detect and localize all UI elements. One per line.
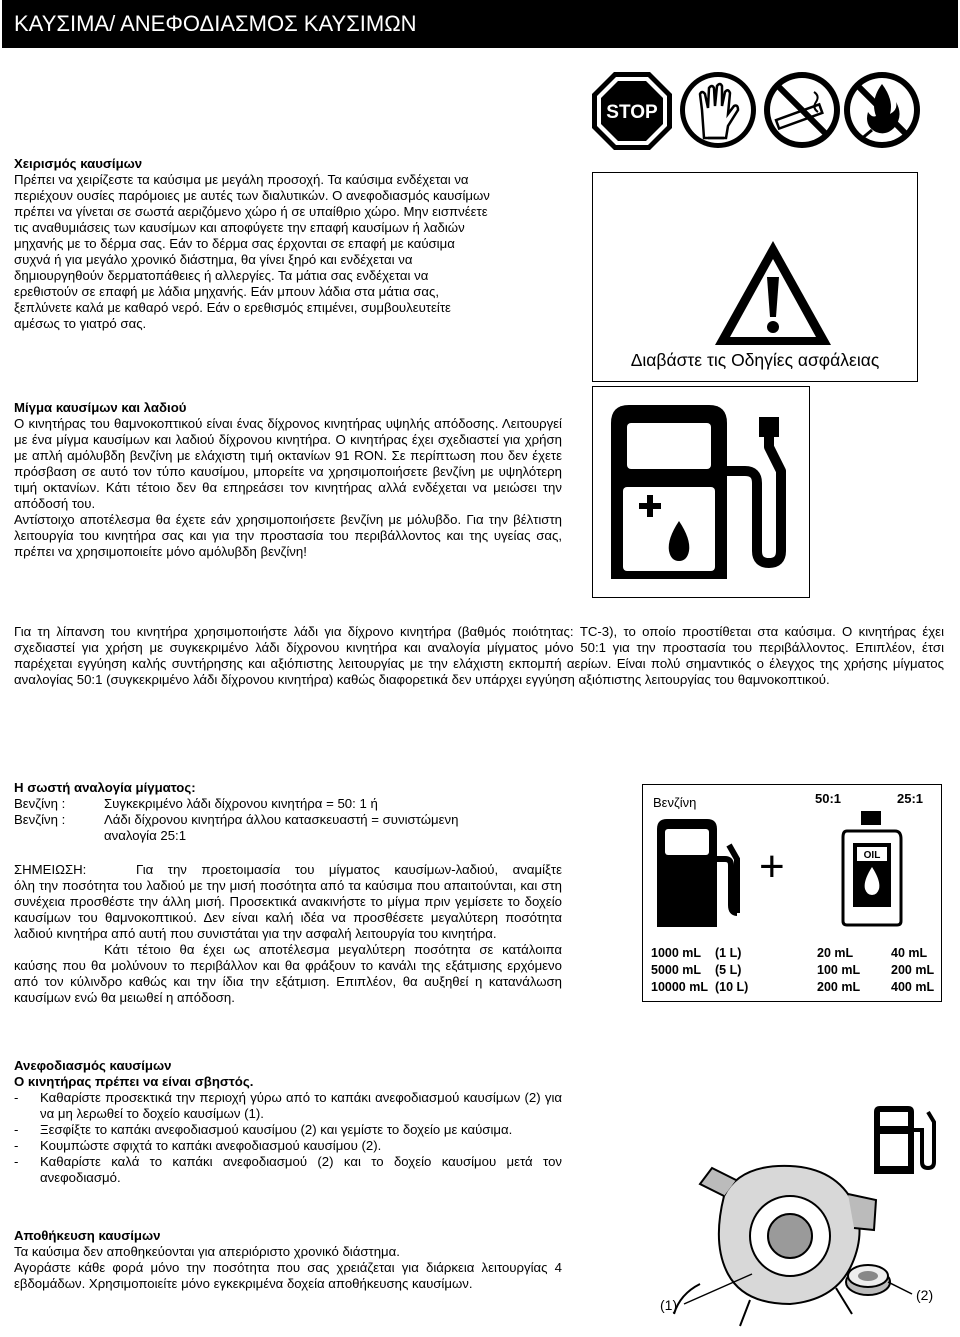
mixture-paragraph-1: Ο κινητήρας του θαμνοκοπτικού είναι ένας δίχρονος κινητήρας υψηλής απόδοσης. Λειτουργεί με ένα μίγμα καυσίμων και λαδιού δίχρονου κινητήρα. Ο κινητήρας έχει σχεδιαστεί για χρήση με απλή αμόλυβδη βενζίνη με ελάχιστη τιμή οκτανίων 91 RON. Σε περίπτωση που δεν έχετε πρόσβαση σε αυτό τον τύπο καυσίμου, μπορείτε να χρησιμοποιήσετε βενζίνη με υψηλότερη τιμή οκτανίων. Κάτι τέτοιο δεν θα επηρεάσει τον κινητήρας αλλά ενδέχεται να μειώσει την απόδοσή του.: [14, 416, 562, 511]
refuel-item-text: Κουμπώστε σφιχτά το καπάκι ανεφοδιασμού καυσίμου (2).: [40, 1138, 382, 1153]
mix-cell-a: 100 mL: [817, 963, 861, 977]
lubrication-paragraph: Για τη λίπανση του κινητήρα χρησιμοποιήστε λάδι για δίχρονο κινητήρα (βαθμός ποιότητας: TC-3), το οποίο προστίθεται στα καύσιμα. Ο κινητήρας έχει σχεδιαστεί για χρήση με συγκεκριμένο λάδι δίχρονου κινητήρα και αναλογία μίγματος μόνο 50:1 για την προστασία του περιβάλλοντος. Επιπλέον, έτσι παρέχεται εγγύηση καλής συντήρησης και αξιόπιστης λειτουργίας με την ελάχιστη εκπομπή αερίων. Είναι πολύ σημαντικός ο έλεγχος της χρήσης μίγματος αναλογίας 50:1 (συγκεκριμένο λάδι δίχρονου κινητήρα) καθώς διαφορετικά δεν υπάρχει εγγύηση αξιόπιστης λειτουργίας του θαμνοκοπτικού.: [14, 624, 944, 687]
mixture-title: Μίγμα καυσίμων και λαδιού: [14, 400, 187, 415]
safety-icons: [592, 68, 922, 152]
list-bullet: -: [14, 1122, 19, 1137]
handling-line: δημιουργηθούν δερματοπάθειες ή αλλεργίες. Τα μάτια σας ενδέχεται να: [14, 268, 429, 283]
handling-line: Πρέπει να χειρίζεστε τα καύσιμα με μεγάλη προσοχή. Τα καύσιμα ενδέχεται να: [14, 172, 469, 187]
list-bullet: -: [14, 1138, 19, 1153]
stop-sign-label: STOP: [606, 102, 658, 123]
engine-icon: [674, 1166, 876, 1326]
mix-col2-header: 25:1: [897, 791, 924, 806]
refuel-pump-icon: [874, 1106, 934, 1174]
list-bullet: -: [14, 1090, 19, 1105]
handling-line: ερεθιστούν σε επαφή με λάδια μηχανής. Εάν μπουν λάδια στα μάτια σας,: [14, 284, 440, 299]
page-header: [2, 0, 958, 48]
ratio-title: Η σωστή αναλογία μίγματος:: [14, 780, 196, 795]
mix-table-row: [651, 979, 935, 996]
mix-cell-fuel: 1000 mL: [651, 946, 702, 960]
mix-cell-fuel: 10000 mL: [651, 980, 708, 994]
mix-fuel-label: Βενζίνη: [653, 795, 697, 810]
mix-cell-litres: (5 L): [715, 963, 742, 977]
fuel-pump-icon: [605, 401, 801, 585]
mix-cell-a: 200 mL: [817, 980, 861, 994]
gloves-icon: [680, 72, 756, 148]
oil-bottle-label: OIL: [863, 850, 881, 861]
ratio-row2-label: Βενζίνη :: [14, 812, 66, 827]
mix-cell-b: 200 mL: [891, 963, 935, 977]
ratio-note-p2-rest: καύσης που θα μολύνουν το περιβάλλον και θα φράξουν το κανάλι της εξάτμισης ερχόμενο από τον κύλινδρο καθώς και την ίδια την εξάτμιση. Επιπλέον, θα αυξηθεί η κατανάλωση καυσίμων ενώ θα μειωθεί η απόδοση.: [14, 958, 562, 1005]
ratio-row2-text-cont: αναλογία 25:1: [104, 828, 187, 843]
handling-line: συχνά ή για μεγάλο χρονικό διάστημα, θα γίνει ξηρό και ενδέχεται να: [14, 252, 413, 267]
no-open-flame-icon: [844, 72, 920, 148]
storage-section: [14, 1228, 562, 1292]
mix-cell-b: 40 mL: [891, 946, 928, 960]
leader-line-2: [888, 1282, 912, 1294]
no-smoking-icon: [764, 72, 840, 148]
mix-fuel-pump-icon: [653, 817, 743, 929]
figure-label-2: (2): [916, 1287, 934, 1303]
handling-body: [14, 172, 574, 332]
mix-table: [651, 945, 935, 996]
ratio-section: [14, 780, 574, 844]
refuel-list-item: [14, 1154, 562, 1186]
ratio-note-first: Για την προετοιμασία του μίγματος καυσίμων-λαδιού, αναμίξτε: [136, 862, 562, 877]
handling-line: αμέσως το γιατρό σας.: [14, 316, 147, 331]
ratio-note-rest: όλη την ποσότητα του λαδιού με την μισή ποσότητα από τα καύσιμα που απαιτούνται, και στη συνέχεια προσθέστε την άλλη μισή. Προσεκτικά ανακινήστε το μίγμα πριν γεμίσετε το δοχείο καυσίμων του θαμνοκοπτικού. Δεν είναι καλή ιδέα να προσθέσετε μεγαλύτερη ποσότητα λαδιού κινητήρα από αυτή που συνιστάται για την ασφαλή λειτουργία του κινητήρα.: [14, 878, 562, 941]
refuel-item-text: Καθαρίστε καλά το καπάκι ανεφοδιασμού (2) και το δοχείο καυσίμου μετά τον ανεφοδιασμό.: [40, 1154, 562, 1185]
mix-cell-litres: (10 L): [715, 980, 749, 994]
engine-refuel-illustration: [640, 1104, 950, 1330]
handling-line: ξεπλύνετε καλά με καθαρό νερό. Εάν ο ερεθισμός επιμένει, συμβουλευτείτε: [14, 300, 451, 315]
refuel-list-item: [14, 1138, 562, 1154]
warning-box: [592, 172, 918, 382]
mix-table-figure: [642, 784, 942, 1002]
mix-cell-a: 20 mL: [817, 946, 854, 960]
mixture-section: [14, 400, 562, 560]
ratio-note: [14, 862, 562, 1006]
mix-plus-sign: +: [759, 842, 785, 891]
mix-col1-header: 50:1: [815, 791, 842, 806]
storage-title: Αποθήκευση καυσίμων: [14, 1228, 161, 1243]
refuel-title: Ανεφοδιασμός καυσίμων: [14, 1058, 172, 1073]
mix-cell-litres: (1 L): [715, 946, 742, 960]
storage-line1: Τα καύσιμα δεν αποθηκεύονται για απεριόριστο χρονικό διάστημα.: [14, 1244, 400, 1259]
storage-paragraph: Αγοράστε κάθε φορά μόνο την ποσότητα που σας χρειάζεται για διάρκεια λειτουργίας 4 εβδομάδων. Χρησιμοποιείτε μόνο εγκεκριμένα δοχεία αποθήκευσης καυσίμων.: [14, 1260, 562, 1291]
mix-cell-b: 400 mL: [891, 980, 935, 994]
fuel-pump-box: [592, 386, 810, 598]
mixture-paragraph-2: Αντίστοιχο αποτέλεσμα θα έχετε εάν χρησιμοποιήσετε βενζίνη με μόλυβδο. Για την βέλτιστη λειτουργία του κινητήρα σας και για την προστασία του περιβάλλοντος και της υγείας σας, πρέπει να χρησιμοποιείτε μόνο αμόλυβδη βενζίνη!: [14, 512, 562, 559]
ratio-row2-text: Λάδι δίχρονου κινητήρα άλλου κατασκευαστή = συνιστώμενη: [104, 812, 459, 827]
handling-line: τις αναθυμιάσεις των καυσίμων και αποφύγετε την επαφή καυσίμων ή λαδιών: [14, 220, 465, 235]
refuel-list-item: [14, 1122, 562, 1138]
ratio-row1-text: Συγκεκριμένο λάδι δίχρονου κινητήρα = 50: 1 ή: [104, 796, 378, 811]
mix-cell-fuel: 5000 mL: [651, 963, 702, 977]
ratio-note-p2-first: Κάτι τέτοιο θα έχει ως αποτέλεσμα μεγαλύτερη ποσότητα σε κατάλοιπα: [104, 942, 562, 957]
refuel-section: [14, 1058, 562, 1186]
refuel-item-text: Ξεσφίξτε το καπάκι ανεφοδιασμού καυσίμου (2) και γεμίστε το δοχείο με καύσιμα.: [40, 1122, 513, 1137]
figure-label-1: (1): [660, 1297, 678, 1313]
refuel-list: [14, 1090, 562, 1186]
handling-line: μηχανής με το δέρμα σας. Εάν το δέρμα σας έρχονται σε επαφή με καύσιμα: [14, 236, 455, 251]
handling-line: πρέπει να γίνεται σε σωστά αεριζόμενο χώρο ή σε υπαίθριο χώρο. Μην εισπνέετε: [14, 204, 488, 219]
mix-table-row: [651, 945, 935, 962]
stop-sign-icon: [592, 72, 672, 150]
lubrication-section: [14, 624, 944, 688]
page-title: ΚΑΥΣΙΜΑ/ ΑΝΕΦΟΔΙΑΣΜΟΣ ΚΑΥΣΙΜΩΝ: [14, 11, 417, 36]
warning-triangle-icon: [711, 237, 835, 349]
handling-section: [14, 156, 574, 332]
refuel-item-text: Καθαρίστε προσεκτικά την περιοχή γύρω από το καπάκι ανεφοδιασμού καυσίμων (2) για να μη λερωθεί το δοχείο καυσίμων (1).: [40, 1090, 562, 1121]
warning-caption: Διαβάστε τις Οδηγίες ασφάλειας: [630, 350, 880, 370]
handling-line: περιέχουν ουσίες παρόμοιες με αυτές των διαλυτικών. Ο ανεφοδιασμός καυσίμων: [14, 188, 490, 203]
refuel-subtitle: Ο κινητήρας πρέπει να είναι σβηστός.: [14, 1074, 254, 1089]
ratio-note-label: ΣΗΜΕΙΩΣΗ:: [14, 862, 87, 877]
handling-title: Χειρισμός καυσίμων: [14, 156, 143, 171]
refuel-list-item: [14, 1090, 562, 1122]
oil-bottle-icon: [839, 809, 905, 927]
mix-table-row: [651, 962, 935, 979]
fuel-cap-icon: [846, 1265, 890, 1295]
ratio-row1-label: Βενζίνη :: [14, 796, 66, 811]
list-bullet: -: [14, 1154, 19, 1169]
